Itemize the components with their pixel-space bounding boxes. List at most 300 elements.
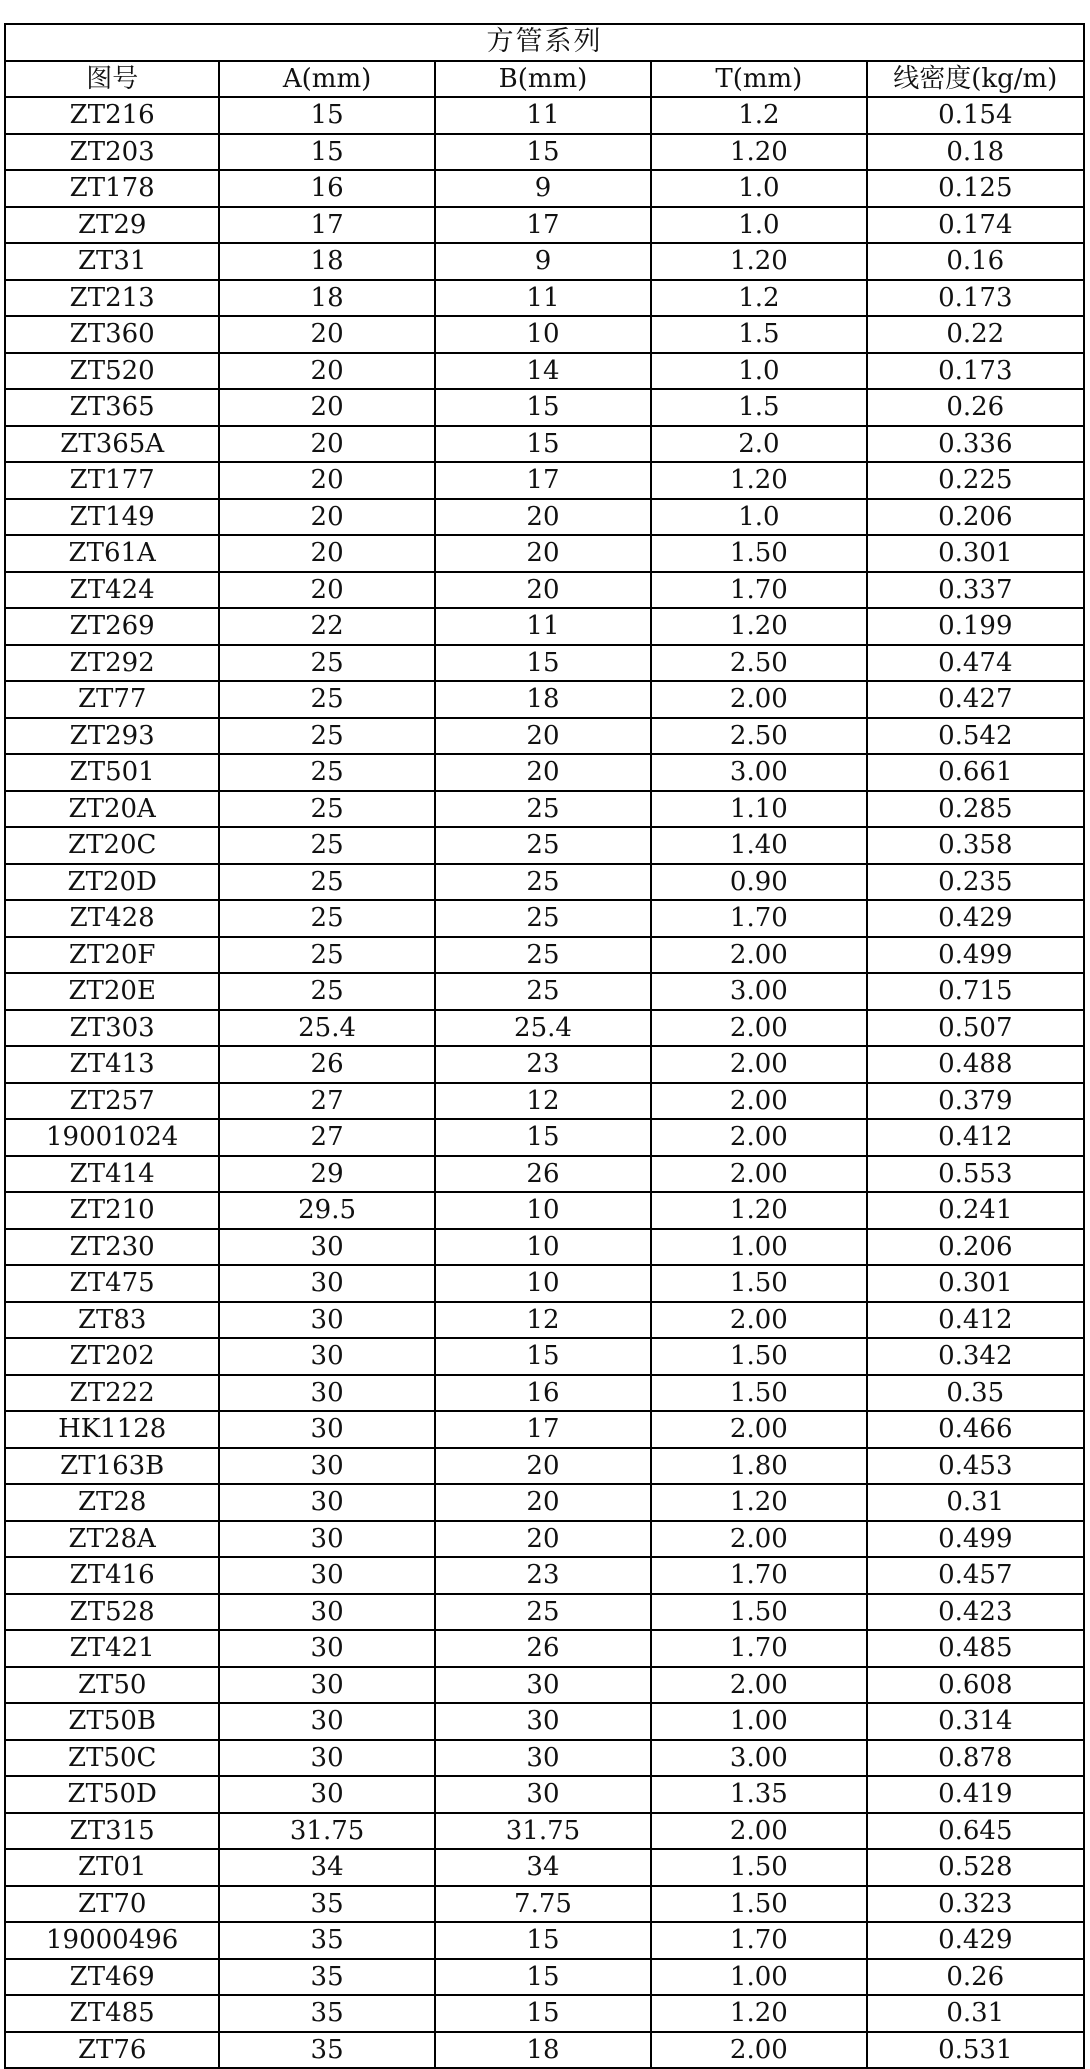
- cell-b-mm: 10: [435, 316, 651, 353]
- header-a-mm: A(mm): [219, 61, 434, 98]
- table-row: [5, 1521, 1084, 1558]
- cell-a-mm: 18: [219, 243, 434, 280]
- cell-t-mm: 2.0: [651, 426, 866, 463]
- cell-linear-density: 0.419: [867, 1776, 1084, 1813]
- cell-b-mm: 20: [435, 1448, 651, 1485]
- cell-a-mm: 16: [219, 170, 434, 207]
- cell-linear-density: 0.22: [867, 316, 1084, 353]
- table-row: [5, 353, 1084, 390]
- cell-b-mm: 30: [435, 1776, 651, 1813]
- table-row: [5, 1813, 1084, 1850]
- cell-linear-density: 0.358: [867, 827, 1084, 864]
- cell-drawing-number: ZT293: [5, 718, 219, 755]
- cell-b-mm: 9: [435, 243, 651, 280]
- cell-t-mm: 1.35: [651, 1776, 866, 1813]
- header-linear-density: 线密度(kg/m): [867, 61, 1084, 98]
- header-b-mm: B(mm): [435, 61, 651, 98]
- cell-linear-density: 0.35: [867, 1375, 1084, 1412]
- cell-a-mm: 20: [219, 426, 434, 463]
- cell-b-mm: 15: [435, 389, 651, 426]
- cell-drawing-number: ZT28A: [5, 1521, 219, 1558]
- table-row: [5, 718, 1084, 755]
- cell-a-mm: 35: [219, 1922, 434, 1959]
- cell-t-mm: 1.50: [651, 1265, 866, 1302]
- cell-drawing-number: 19001024: [5, 1119, 219, 1156]
- cell-a-mm: 30: [219, 1265, 434, 1302]
- cell-t-mm: 2.50: [651, 718, 866, 755]
- cell-t-mm: 1.0: [651, 170, 866, 207]
- table-row: [5, 1630, 1084, 1667]
- cell-b-mm: 20: [435, 718, 651, 755]
- cell-drawing-number: ZT77: [5, 681, 219, 718]
- cell-t-mm: 2.00: [651, 1667, 866, 1704]
- cell-t-mm: 2.00: [651, 1302, 866, 1339]
- cell-a-mm: 35: [219, 2032, 434, 2069]
- header-t-mm: T(mm): [651, 61, 866, 98]
- cell-linear-density: 0.31: [867, 1995, 1084, 2032]
- cell-drawing-number: ZT50D: [5, 1776, 219, 1813]
- cell-a-mm: 18: [219, 280, 434, 317]
- cell-a-mm: 30: [219, 1338, 434, 1375]
- cell-linear-density: 0.453: [867, 1448, 1084, 1485]
- cell-drawing-number: ZT01: [5, 1849, 219, 1886]
- table-body: [5, 97, 1084, 2068]
- cell-linear-density: 0.528: [867, 1849, 1084, 1886]
- table-row: [5, 827, 1084, 864]
- cell-linear-density: 0.301: [867, 535, 1084, 572]
- cell-linear-density: 0.429: [867, 1922, 1084, 1959]
- cell-a-mm: 31.75: [219, 1813, 434, 1850]
- table-row: [5, 645, 1084, 682]
- cell-a-mm: 27: [219, 1119, 434, 1156]
- cell-a-mm: 30: [219, 1740, 434, 1777]
- cell-a-mm: 17: [219, 207, 434, 244]
- cell-linear-density: 0.485: [867, 1630, 1084, 1667]
- cell-a-mm: 25: [219, 973, 434, 1010]
- cell-t-mm: 1.50: [651, 1375, 866, 1412]
- cell-a-mm: 30: [219, 1484, 434, 1521]
- table-row: [5, 1667, 1084, 1704]
- cell-linear-density: 0.466: [867, 1411, 1084, 1448]
- cell-linear-density: 0.225: [867, 462, 1084, 499]
- cell-a-mm: 25: [219, 864, 434, 901]
- cell-drawing-number: ZT31: [5, 243, 219, 280]
- cell-t-mm: 1.5: [651, 389, 866, 426]
- cell-drawing-number: ZT50: [5, 1667, 219, 1704]
- table-row: [5, 937, 1084, 974]
- table-row: [5, 535, 1084, 572]
- table-row: [5, 1448, 1084, 1485]
- table-row: [5, 1229, 1084, 1266]
- table-row: [5, 170, 1084, 207]
- cell-b-mm: 25: [435, 900, 651, 937]
- cell-drawing-number: ZT216: [5, 97, 219, 134]
- cell-a-mm: 25.4: [219, 1010, 434, 1047]
- cell-t-mm: 3.00: [651, 754, 866, 791]
- cell-drawing-number: ZT315: [5, 1813, 219, 1850]
- cell-linear-density: 0.323: [867, 1886, 1084, 1923]
- cell-drawing-number: 19000496: [5, 1922, 219, 1959]
- cell-t-mm: 2.00: [651, 1411, 866, 1448]
- cell-drawing-number: ZT29: [5, 207, 219, 244]
- cell-linear-density: 0.878: [867, 1740, 1084, 1777]
- cell-linear-density: 0.379: [867, 1083, 1084, 1120]
- cell-b-mm: 31.75: [435, 1813, 651, 1850]
- cell-t-mm: 1.00: [651, 1229, 866, 1266]
- cell-b-mm: 15: [435, 1995, 651, 2032]
- cell-b-mm: 11: [435, 608, 651, 645]
- cell-t-mm: 0.90: [651, 864, 866, 901]
- cell-a-mm: 30: [219, 1521, 434, 1558]
- cell-b-mm: 30: [435, 1667, 651, 1704]
- cell-b-mm: 15: [435, 1959, 651, 1996]
- cell-a-mm: 25: [219, 827, 434, 864]
- cell-a-mm: 30: [219, 1229, 434, 1266]
- cell-b-mm: 23: [435, 1046, 651, 1083]
- cell-a-mm: 27: [219, 1083, 434, 1120]
- cell-a-mm: 15: [219, 97, 434, 134]
- table-row: [5, 280, 1084, 317]
- table-row: [5, 791, 1084, 828]
- cell-b-mm: 15: [435, 1338, 651, 1375]
- cell-a-mm: 20: [219, 353, 434, 390]
- table-row: [5, 1192, 1084, 1229]
- cell-drawing-number: ZT177: [5, 462, 219, 499]
- table-row: [5, 973, 1084, 1010]
- cell-b-mm: 15: [435, 645, 651, 682]
- cell-drawing-number: ZT20F: [5, 937, 219, 974]
- cell-drawing-number: ZT28: [5, 1484, 219, 1521]
- cell-t-mm: 1.20: [651, 608, 866, 645]
- table-row: [5, 1119, 1084, 1156]
- cell-b-mm: 25: [435, 937, 651, 974]
- cell-b-mm: 25: [435, 791, 651, 828]
- cell-linear-density: 0.235: [867, 864, 1084, 901]
- table-row: [5, 1156, 1084, 1193]
- cell-a-mm: 25: [219, 937, 434, 974]
- cell-a-mm: 30: [219, 1776, 434, 1813]
- cell-drawing-number: ZT485: [5, 1995, 219, 2032]
- cell-t-mm: 1.80: [651, 1448, 866, 1485]
- cell-linear-density: 0.31: [867, 1484, 1084, 1521]
- cell-a-mm: 30: [219, 1703, 434, 1740]
- cell-drawing-number: ZT83: [5, 1302, 219, 1339]
- cell-a-mm: 26: [219, 1046, 434, 1083]
- cell-linear-density: 0.342: [867, 1338, 1084, 1375]
- cell-drawing-number: ZT163B: [5, 1448, 219, 1485]
- cell-drawing-number: ZT528: [5, 1594, 219, 1631]
- cell-a-mm: 20: [219, 499, 434, 536]
- cell-drawing-number: ZT178: [5, 170, 219, 207]
- cell-drawing-number: ZT365A: [5, 426, 219, 463]
- cell-t-mm: 1.2: [651, 280, 866, 317]
- cell-a-mm: 25: [219, 791, 434, 828]
- table-row: [5, 681, 1084, 718]
- cell-a-mm: 25: [219, 900, 434, 937]
- cell-linear-density: 0.423: [867, 1594, 1084, 1631]
- cell-t-mm: 1.50: [651, 1886, 866, 1923]
- cell-linear-density: 0.26: [867, 389, 1084, 426]
- cell-linear-density: 0.16: [867, 243, 1084, 280]
- cell-b-mm: 17: [435, 1411, 651, 1448]
- cell-b-mm: 17: [435, 207, 651, 244]
- cell-t-mm: 1.20: [651, 1484, 866, 1521]
- cell-drawing-number: ZT70: [5, 1886, 219, 1923]
- cell-linear-density: 0.412: [867, 1119, 1084, 1156]
- table-row: [5, 1594, 1084, 1631]
- cell-linear-density: 0.206: [867, 499, 1084, 536]
- cell-t-mm: 1.0: [651, 353, 866, 390]
- cell-linear-density: 0.608: [867, 1667, 1084, 1704]
- square-tube-table: [4, 23, 1085, 2069]
- cell-drawing-number: ZT428: [5, 900, 219, 937]
- cell-linear-density: 0.314: [867, 1703, 1084, 1740]
- cell-linear-density: 0.507: [867, 1010, 1084, 1047]
- table-row: [5, 389, 1084, 426]
- cell-drawing-number: ZT61A: [5, 535, 219, 572]
- cell-t-mm: 1.0: [651, 499, 866, 536]
- cell-a-mm: 20: [219, 462, 434, 499]
- table-row: [5, 97, 1084, 134]
- header-drawing-number: 图号: [5, 61, 219, 98]
- cell-b-mm: 15: [435, 426, 651, 463]
- cell-a-mm: 25: [219, 681, 434, 718]
- cell-t-mm: 2.00: [651, 937, 866, 974]
- cell-b-mm: 10: [435, 1229, 651, 1266]
- cell-linear-density: 0.553: [867, 1156, 1084, 1193]
- cell-drawing-number: ZT414: [5, 1156, 219, 1193]
- table-row: [5, 1484, 1084, 1521]
- cell-linear-density: 0.173: [867, 280, 1084, 317]
- cell-t-mm: 1.70: [651, 1630, 866, 1667]
- cell-linear-density: 0.474: [867, 645, 1084, 682]
- cell-a-mm: 22: [219, 608, 434, 645]
- cell-b-mm: 20: [435, 499, 651, 536]
- cell-a-mm: 34: [219, 1849, 434, 1886]
- table-row: [5, 1010, 1084, 1047]
- cell-a-mm: 30: [219, 1557, 434, 1594]
- cell-b-mm: 20: [435, 572, 651, 609]
- cell-b-mm: 20: [435, 535, 651, 572]
- cell-linear-density: 0.173: [867, 353, 1084, 390]
- cell-drawing-number: ZT222: [5, 1375, 219, 1412]
- cell-b-mm: 11: [435, 97, 651, 134]
- table-row: [5, 1922, 1084, 1959]
- cell-a-mm: 35: [219, 1995, 434, 2032]
- cell-drawing-number: ZT50C: [5, 1740, 219, 1777]
- cell-drawing-number: ZT257: [5, 1083, 219, 1120]
- title-row: [5, 24, 1084, 61]
- cell-a-mm: 25: [219, 754, 434, 791]
- cell-b-mm: 25.4: [435, 1010, 651, 1047]
- cell-drawing-number: ZT210: [5, 1192, 219, 1229]
- cell-drawing-number: ZT76: [5, 2032, 219, 2069]
- cell-b-mm: 9: [435, 170, 651, 207]
- cell-linear-density: 0.336: [867, 426, 1084, 463]
- cell-t-mm: 2.00: [651, 1156, 866, 1193]
- table-row: [5, 1995, 1084, 2032]
- table-row: [5, 316, 1084, 353]
- cell-linear-density: 0.457: [867, 1557, 1084, 1594]
- cell-linear-density: 0.285: [867, 791, 1084, 828]
- cell-linear-density: 0.301: [867, 1265, 1084, 1302]
- cell-t-mm: 2.00: [651, 681, 866, 718]
- cell-a-mm: 20: [219, 316, 434, 353]
- cell-linear-density: 0.125: [867, 170, 1084, 207]
- cell-a-mm: 30: [219, 1667, 434, 1704]
- cell-t-mm: 1.70: [651, 572, 866, 609]
- cell-drawing-number: ZT520: [5, 353, 219, 390]
- cell-b-mm: 10: [435, 1265, 651, 1302]
- cell-t-mm: 1.20: [651, 1995, 866, 2032]
- cell-t-mm: 2.00: [651, 1119, 866, 1156]
- cell-linear-density: 0.26: [867, 1959, 1084, 1996]
- cell-t-mm: 1.50: [651, 1849, 866, 1886]
- cell-drawing-number: ZT421: [5, 1630, 219, 1667]
- table-row: [5, 1557, 1084, 1594]
- cell-drawing-number: ZT501: [5, 754, 219, 791]
- cell-linear-density: 0.715: [867, 973, 1084, 1010]
- table-row: [5, 608, 1084, 645]
- table-row: [5, 499, 1084, 536]
- cell-a-mm: 35: [219, 1959, 434, 1996]
- cell-a-mm: 30: [219, 1594, 434, 1631]
- cell-drawing-number: ZT360: [5, 316, 219, 353]
- cell-drawing-number: ZT149: [5, 499, 219, 536]
- cell-linear-density: 0.199: [867, 608, 1084, 645]
- cell-linear-density: 0.499: [867, 937, 1084, 974]
- cell-drawing-number: ZT213: [5, 280, 219, 317]
- cell-t-mm: 1.20: [651, 134, 866, 171]
- cell-a-mm: 30: [219, 1448, 434, 1485]
- cell-b-mm: 25: [435, 1594, 651, 1631]
- cell-drawing-number: ZT20C: [5, 827, 219, 864]
- cell-t-mm: 1.70: [651, 900, 866, 937]
- cell-t-mm: 3.00: [651, 1740, 866, 1777]
- cell-a-mm: 25: [219, 645, 434, 682]
- cell-drawing-number: ZT230: [5, 1229, 219, 1266]
- table-row: [5, 1849, 1084, 1886]
- cell-b-mm: 15: [435, 1119, 651, 1156]
- cell-t-mm: 1.2: [651, 97, 866, 134]
- cell-drawing-number: HK1128: [5, 1411, 219, 1448]
- cell-linear-density: 0.206: [867, 1229, 1084, 1266]
- table-row: [5, 1740, 1084, 1777]
- cell-drawing-number: ZT20D: [5, 864, 219, 901]
- cell-b-mm: 20: [435, 754, 651, 791]
- cell-t-mm: 1.20: [651, 462, 866, 499]
- table-title: 方管系列: [5, 24, 1084, 61]
- cell-drawing-number: ZT202: [5, 1338, 219, 1375]
- table-row: [5, 1411, 1084, 1448]
- table-row: [5, 207, 1084, 244]
- cell-t-mm: 1.50: [651, 535, 866, 572]
- cell-a-mm: 30: [219, 1411, 434, 1448]
- cell-linear-density: 0.154: [867, 97, 1084, 134]
- cell-t-mm: 2.00: [651, 1046, 866, 1083]
- cell-drawing-number: ZT203: [5, 134, 219, 171]
- cell-linear-density: 0.531: [867, 2032, 1084, 2069]
- cell-linear-density: 0.241: [867, 1192, 1084, 1229]
- cell-t-mm: 2.00: [651, 1521, 866, 1558]
- table-row: [5, 1083, 1084, 1120]
- cell-drawing-number: ZT413: [5, 1046, 219, 1083]
- cell-drawing-number: ZT303: [5, 1010, 219, 1047]
- cell-drawing-number: ZT469: [5, 1959, 219, 1996]
- cell-b-mm: 23: [435, 1557, 651, 1594]
- table-row: [5, 1338, 1084, 1375]
- cell-drawing-number: ZT424: [5, 572, 219, 609]
- table-row: [5, 1886, 1084, 1923]
- cell-t-mm: 1.40: [651, 827, 866, 864]
- table-row: [5, 1302, 1084, 1339]
- cell-t-mm: 1.20: [651, 1192, 866, 1229]
- table-row: [5, 864, 1084, 901]
- cell-b-mm: 18: [435, 681, 651, 718]
- cell-b-mm: 17: [435, 462, 651, 499]
- cell-drawing-number: ZT416: [5, 1557, 219, 1594]
- cell-t-mm: 1.0: [651, 207, 866, 244]
- cell-a-mm: 35: [219, 1886, 434, 1923]
- cell-b-mm: 26: [435, 1156, 651, 1193]
- cell-t-mm: 1.50: [651, 1338, 866, 1375]
- cell-t-mm: 1.20: [651, 243, 866, 280]
- cell-t-mm: 1.50: [651, 1594, 866, 1631]
- cell-b-mm: 16: [435, 1375, 651, 1412]
- cell-linear-density: 0.645: [867, 1813, 1084, 1850]
- cell-a-mm: 20: [219, 535, 434, 572]
- cell-b-mm: 25: [435, 827, 651, 864]
- table-row: [5, 754, 1084, 791]
- cell-t-mm: 2.00: [651, 1813, 866, 1850]
- cell-b-mm: 26: [435, 1630, 651, 1667]
- cell-b-mm: 20: [435, 1521, 651, 1558]
- cell-a-mm: 20: [219, 572, 434, 609]
- cell-drawing-number: ZT292: [5, 645, 219, 682]
- cell-b-mm: 11: [435, 280, 651, 317]
- cell-b-mm: 30: [435, 1703, 651, 1740]
- cell-b-mm: 20: [435, 1484, 651, 1521]
- cell-linear-density: 0.427: [867, 681, 1084, 718]
- cell-a-mm: 30: [219, 1302, 434, 1339]
- cell-t-mm: 2.50: [651, 645, 866, 682]
- cell-linear-density: 0.412: [867, 1302, 1084, 1339]
- cell-b-mm: 18: [435, 2032, 651, 2069]
- cell-linear-density: 0.337: [867, 572, 1084, 609]
- cell-b-mm: 12: [435, 1083, 651, 1120]
- cell-drawing-number: ZT365: [5, 389, 219, 426]
- cell-a-mm: 30: [219, 1630, 434, 1667]
- table-row: [5, 1959, 1084, 1996]
- cell-linear-density: 0.542: [867, 718, 1084, 755]
- cell-b-mm: 25: [435, 864, 651, 901]
- cell-drawing-number: ZT20A: [5, 791, 219, 828]
- cell-t-mm: 1.10: [651, 791, 866, 828]
- cell-t-mm: 1.00: [651, 1703, 866, 1740]
- table-row: [5, 572, 1084, 609]
- cell-linear-density: 0.499: [867, 1521, 1084, 1558]
- cell-b-mm: 15: [435, 1922, 651, 1959]
- cell-linear-density: 0.488: [867, 1046, 1084, 1083]
- cell-linear-density: 0.661: [867, 754, 1084, 791]
- cell-a-mm: 15: [219, 134, 434, 171]
- table-row: [5, 1375, 1084, 1412]
- table-row: [5, 1265, 1084, 1302]
- cell-t-mm: 1.70: [651, 1557, 866, 1594]
- cell-a-mm: 30: [219, 1375, 434, 1412]
- table-row: [5, 900, 1084, 937]
- table-row: [5, 1046, 1084, 1083]
